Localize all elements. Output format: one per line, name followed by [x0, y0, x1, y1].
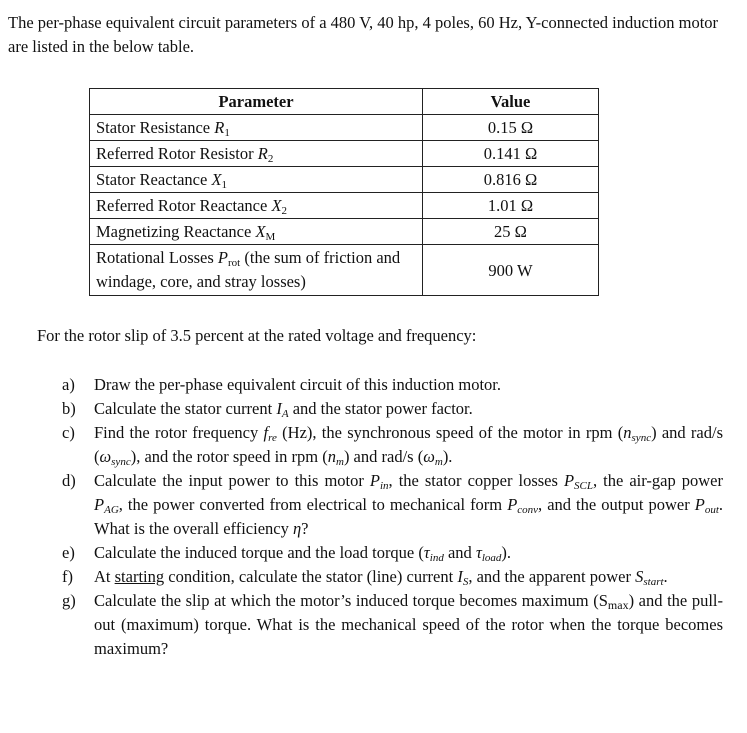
table-row	[90, 167, 599, 193]
header-value: Value	[423, 89, 599, 115]
value-cell: 900 W	[423, 245, 599, 296]
table-row	[90, 141, 599, 167]
parameter-cell: Stator Reactance $X_1$	[90, 167, 423, 193]
header-parameter: Parameter	[90, 89, 423, 115]
parameter-cell: Magnetizing Reactance $X_M$	[90, 219, 423, 245]
question-g: g) Calculate the slip at which the motor’s induced torque becomes maximum $(S_{max})$ and the pull-out (maximum) torque. What is the mechanical speed of the rotor when the torque becomes maximum?	[62, 591, 723, 658]
parameter-cell: Referred Rotor Reactance $X_2$	[90, 193, 423, 219]
value-cell: 25 Ω	[423, 219, 599, 245]
lead-sentence: For the rotor slip of 3.5 percent at the rated voltage and frequency:	[37, 326, 477, 345]
parameter-cell: Stator Resistance $R_1$	[90, 115, 423, 141]
question-b: b) Calculate the stator current $I_A$ and the stator power factor.	[62, 399, 473, 420]
parameter-table	[89, 88, 599, 296]
question-a: a) Draw the per-phase equivalent circuit of this induction motor.	[62, 375, 502, 394]
question-list	[58, 373, 723, 661]
question-e: e) Calculate the induced torque and the load torque ($\tau_{ind}$ and $\tau_{load}$).	[62, 543, 512, 564]
parameter-cell: Rotational Losses $P_{rot}$ (the sum of friction and windage, core, and stray losses)	[90, 245, 423, 296]
question-c: c) Find the rotor frequency $f_{re}$ (Hz), the synchronous speed of the motor in rpm $(n_{sync})$ and rad/s $(\omega_{sync})$, and the rotor speed in rpm $(n_m)$ and rad/s $(\omega_m)$.	[62, 423, 724, 468]
intro-paragraph: The per-phase equivalent circuit parameters of a 480 V, 40 hp, 4 poles, 60 Hz, Y-connected induction motor are listed in the below table.	[8, 13, 719, 56]
table-row	[90, 115, 599, 141]
value-cell: 0.816 Ω	[423, 167, 599, 193]
value-cell: 1.01 Ω	[423, 193, 599, 219]
question-d: d) Calculate the input power to this motor $P_{in}$, the stator copper losses $P_{SCL}$, the air-gap power $P_{AG}$, the power converted from electrical to mechanical form $P_{conv}$, and the output power $P_{out}$. What is the overall efficiency η?	[62, 471, 723, 538]
value-cell: 0.15 Ω	[423, 115, 599, 141]
table-header-row	[90, 89, 599, 115]
parameter-cell: Referred Rotor Resistor $R_2$	[90, 141, 423, 167]
question-f: f) At starting condition, calculate the stator (line) current $I_S$, and the apparent power $S_{start}$.	[62, 567, 668, 588]
table-row	[90, 219, 599, 245]
value-cell: 0.141 Ω	[423, 141, 599, 167]
table-row	[90, 245, 599, 296]
table-row	[90, 193, 599, 219]
